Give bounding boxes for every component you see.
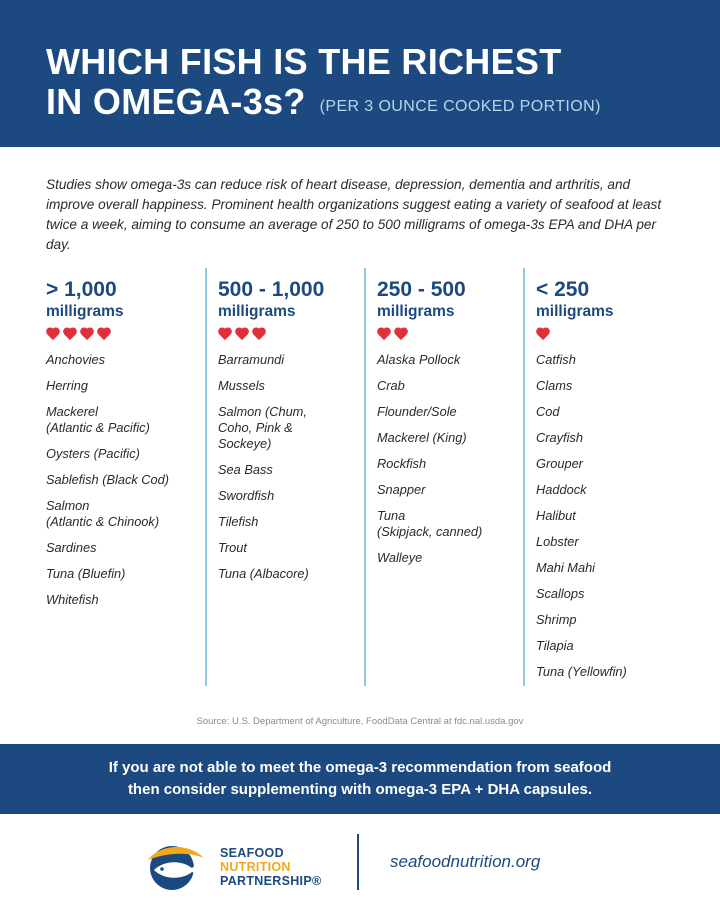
fish-item: Scallops [536,586,585,601]
logo-line-3: PARTNERSHIP® [220,874,322,888]
fish-item: Tuna (Albacore) [218,566,309,581]
fish-item: Snapper [377,482,426,497]
heart-rating [46,328,206,344]
fish-item: Mackerel (King) [377,430,467,445]
fish-item: Crayfish [536,430,583,445]
column-range: > 1,000 [46,278,117,301]
fish-item: Halibut [536,508,576,523]
website-link[interactable]: seafoodnutrition.org [390,852,541,871]
fish-item: Salmon (Atlantic & Chinook) [46,498,160,529]
column-over-1000 [46,268,206,688]
fish-item: Tuna (Bluefin) [46,566,126,581]
column-range: < 250 [536,278,590,301]
intro-paragraph: Studies show omega-3s can reduce risk of heart disease, depression, dementia and arthritis, and improve overall happiness. Prominent health organizations suggest eating a variety of seafood at least twice a week, aiming to consume an average of 250 to 500 milligrams of omega-3s EPA and DHA per day. [46,177,662,252]
fish-list [536,352,696,680]
column-unit: milligrams [46,303,124,320]
heart-icon [252,328,266,341]
heart-icon [536,328,550,341]
fish-item: Trout [218,540,247,555]
fish-item: Catfish [536,352,576,367]
fish-item: Lobster [536,534,579,549]
heart-rating [218,328,364,344]
logo-line-2: NUTRITION [220,860,291,874]
heart-icon [63,328,77,341]
title-line-2-text: IN OMEGA-3s? [46,81,306,122]
fish-item: Walleye [377,550,423,565]
fish-item: Anchovies [46,352,106,367]
banner-line-2: then consider supplementing with omega-3 EPA + DHA capsules. [127,781,593,798]
header-banner [0,0,720,147]
heart-rating [536,328,696,344]
column-unit: milligrams [218,303,296,320]
logo-wordmark [220,846,321,888]
column-under-250 [536,268,696,688]
logo-line-1: SEAFOOD [220,846,284,860]
banner-line-1: If you are not able to meet the omega-3 recommendation from seafood [108,759,612,776]
fish-item: Tuna (Yellowfin) [536,664,627,679]
fish-list [46,352,206,608]
column-unit: milligrams [536,303,614,320]
heart-icon [46,328,60,341]
heart-icon [235,328,249,341]
fish-item: Tilapia [536,638,574,653]
fish-item: Alaska Pollock [377,352,461,367]
heart-icon [377,328,391,341]
fish-list [218,352,364,582]
column-500-1000 [218,268,364,688]
heart-icon [394,328,408,341]
column-range: 250 - 500 [377,278,466,301]
heart-icon [218,328,232,341]
footer-divider [357,834,359,890]
page-title [46,42,720,127]
fish-item: Whitefish [46,592,99,607]
fish-item: Oysters (Pacific) [46,446,140,461]
subtitle: (PER 3 OUNCE COOKED PORTION) [319,98,601,115]
fish-item: Sablefish (Black Cod) [46,472,170,487]
fish-item: Sea Bass [218,462,273,477]
column-range: 500 - 1,000 [218,278,325,301]
fish-item: Mussels [218,378,265,393]
heart-icon [97,328,111,341]
title-line-1: WHICH FISH IS THE RICHEST [46,41,562,82]
fish-item: Flounder/Sole [377,404,457,419]
fish-item: Haddock [536,482,587,497]
fish-item: Crab [377,378,405,393]
fish-item: Swordfish [218,488,275,503]
heart-icon [80,328,94,341]
fish-item: Rockfish [377,456,427,471]
column-unit: milligrams [377,303,455,320]
fish-item: Tilefish [218,514,259,529]
footer [0,814,720,907]
fish-item: Herring [46,378,88,393]
fish-item: Clams [536,378,573,393]
omega3-columns [0,268,720,688]
fish-item: Salmon (Chum, Coho, Pink & Sockeye) [218,404,307,451]
fish-item: Sardines [46,540,97,555]
title-line-2 [46,82,720,127]
heart-rating [377,328,523,344]
fish-item: Mackerel (Atlantic & Pacific) [46,404,150,435]
fish-item: Grouper [536,456,583,471]
fish-item: Tuna (Skipjack, canned) [377,508,483,539]
supplement-banner [0,744,720,814]
fish-logo-icon [142,840,212,892]
column-250-500 [377,268,523,688]
fish-list [377,352,523,566]
fish-item: Mahi Mahi [536,560,596,575]
fish-item: Cod [536,404,560,419]
source-note: Source: U.S. Department of Agriculture, FoodData Central at fdc.nal.usda.gov [196,716,524,727]
fish-item: Barramundi [218,352,285,367]
fish-item: Shrimp [536,612,577,627]
